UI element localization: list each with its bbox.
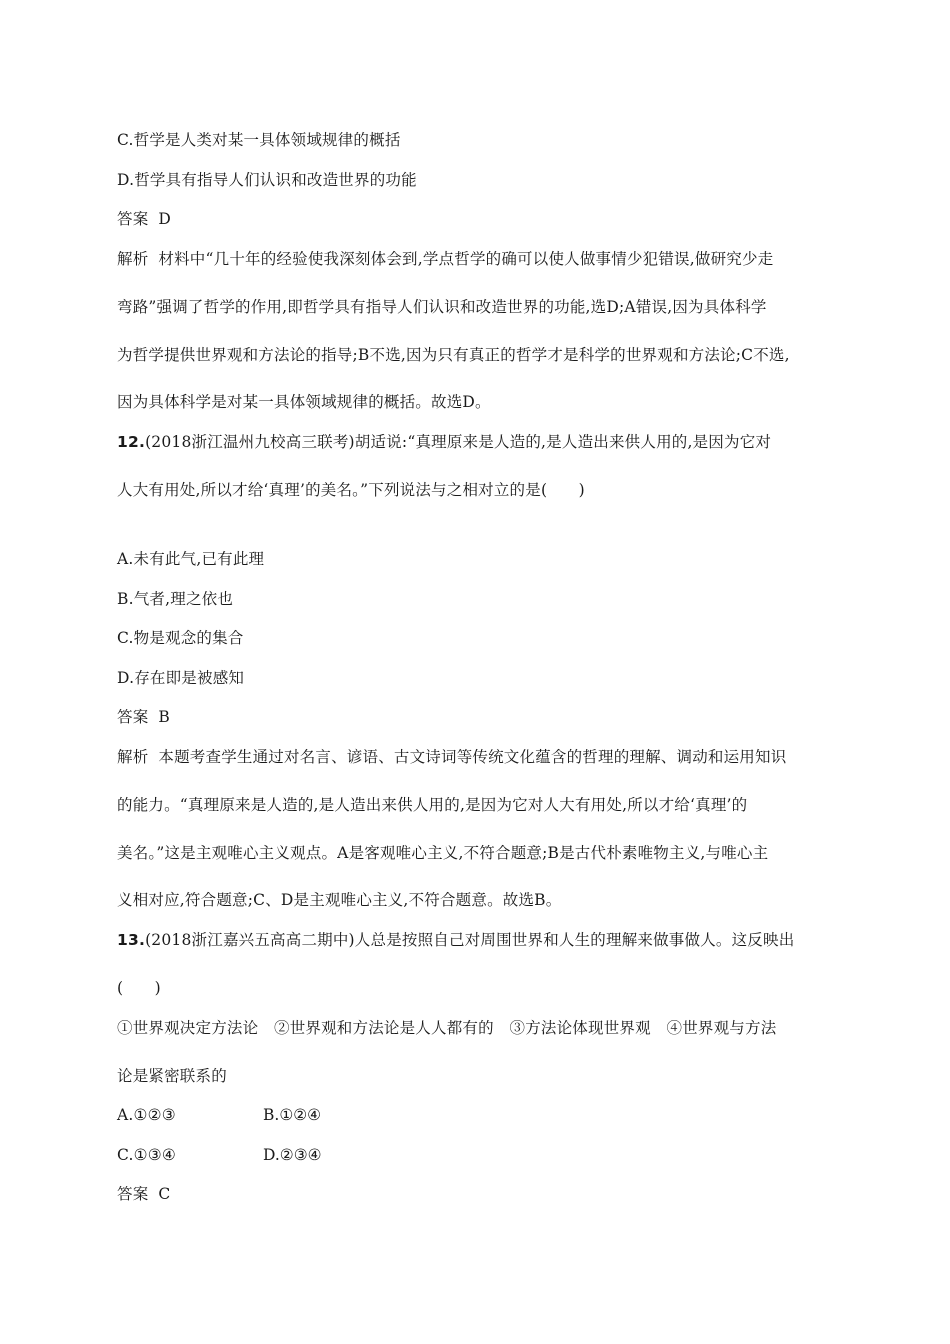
q12-option-b: B.气者,理之依也 xyxy=(117,590,234,608)
q13-answer xyxy=(117,1183,170,1205)
q13-stem-line-1 xyxy=(117,929,794,951)
q12-analysis-line-4: 义相对应,符合题意;C、D是主观唯心主义,不符合题意。故选B。 xyxy=(117,891,562,909)
q13-stem-line-2: ( ) xyxy=(117,979,161,997)
analysis-label: 解析 xyxy=(117,250,149,268)
stem-text: (2018浙江嘉兴五高高二期中)人总是按照自己对周围世界和人生的理解来做事做人。这反映出 xyxy=(145,931,795,949)
answer-label: 答案 xyxy=(117,1185,149,1203)
q13-option-a: A.①②③ xyxy=(117,1106,176,1124)
answer-value: C xyxy=(158,1185,171,1203)
stem-text: (2018浙江温州九校高三联考)胡适说:“真理原来是人造的,是人造出来供人用的,是因为它对 xyxy=(145,433,772,451)
q11-answer xyxy=(117,208,171,230)
answer-label: 答案 xyxy=(117,210,149,228)
q11-option-c: C.哲学是人类对某一具体领域规律的概括 xyxy=(117,131,401,149)
question-number: 13. xyxy=(117,931,146,949)
q12-option-d: D.存在即是被感知 xyxy=(117,669,245,687)
answer-label: 答案 xyxy=(117,708,149,726)
q11-analysis-line-2: 弯路”强调了哲学的作用,即哲学具有指导人们认识和改造世界的功能,选D;A错误,因为具体科学 xyxy=(117,298,767,316)
q12-answer xyxy=(117,706,170,728)
q13-statements-line-2: 论是紧密联系的 xyxy=(117,1067,227,1085)
q11-analysis-line-3: 为哲学提供世界观和方法论的指导;B不选,因为只有真正的哲学才是科学的世界观和方法论;C不选, xyxy=(117,346,790,364)
q13-option-c: C.①③④ xyxy=(117,1146,176,1164)
q12-stem-line-2: 人大有用处,所以才给‘真理’的美名。”下列说法与之相对立的是( ) xyxy=(117,481,585,499)
q12-analysis-line-2: 的能力。“真理原来是人造的,是人造出来供人用的,是因为它对人大有用处,所以才给‘真理’的 xyxy=(117,796,748,814)
q12-option-a: A.未有此气,已有此理 xyxy=(117,550,265,568)
answer-value: B xyxy=(158,708,170,726)
q12-analysis-line-3: 美名。”这是主观唯心主义观点。A是客观唯心主义,不符合题意;B是古代朴素唯物主义,与唯心主 xyxy=(117,844,769,862)
q13-option-b: B.①②④ xyxy=(263,1106,322,1124)
q12-analysis-line-1 xyxy=(117,746,786,768)
q11-analysis-line-1 xyxy=(117,248,773,270)
q13-statements-line-1: ①世界观决定方法论 ②世界观和方法论是人人都有的 ③方法论体现世界观 ④世界观与方法 xyxy=(117,1019,777,1037)
question-number: 12. xyxy=(117,433,146,451)
answer-value: D xyxy=(158,210,172,228)
q12-option-c: C.物是观念的集合 xyxy=(117,629,244,647)
analysis-text: 本题考查学生通过对名言、谚语、古文诗词等传统文化蕴含的哲理的理解、调动和运用知识 xyxy=(158,748,787,766)
q11-option-d: D.哲学具有指导人们认识和改造世界的功能 xyxy=(117,171,417,189)
q11-analysis-line-4: 因为具体科学是对某一具体领域规律的概括。故选D。 xyxy=(117,393,491,411)
q13-option-d: D.②③④ xyxy=(263,1146,322,1164)
analysis-label: 解析 xyxy=(117,748,149,766)
q12-stem-line-1 xyxy=(117,431,771,453)
analysis-text: 材料中“几十年的经验使我深刻体会到,学点哲学的确可以使人做事情少犯错误,做研究少走 xyxy=(158,250,774,268)
